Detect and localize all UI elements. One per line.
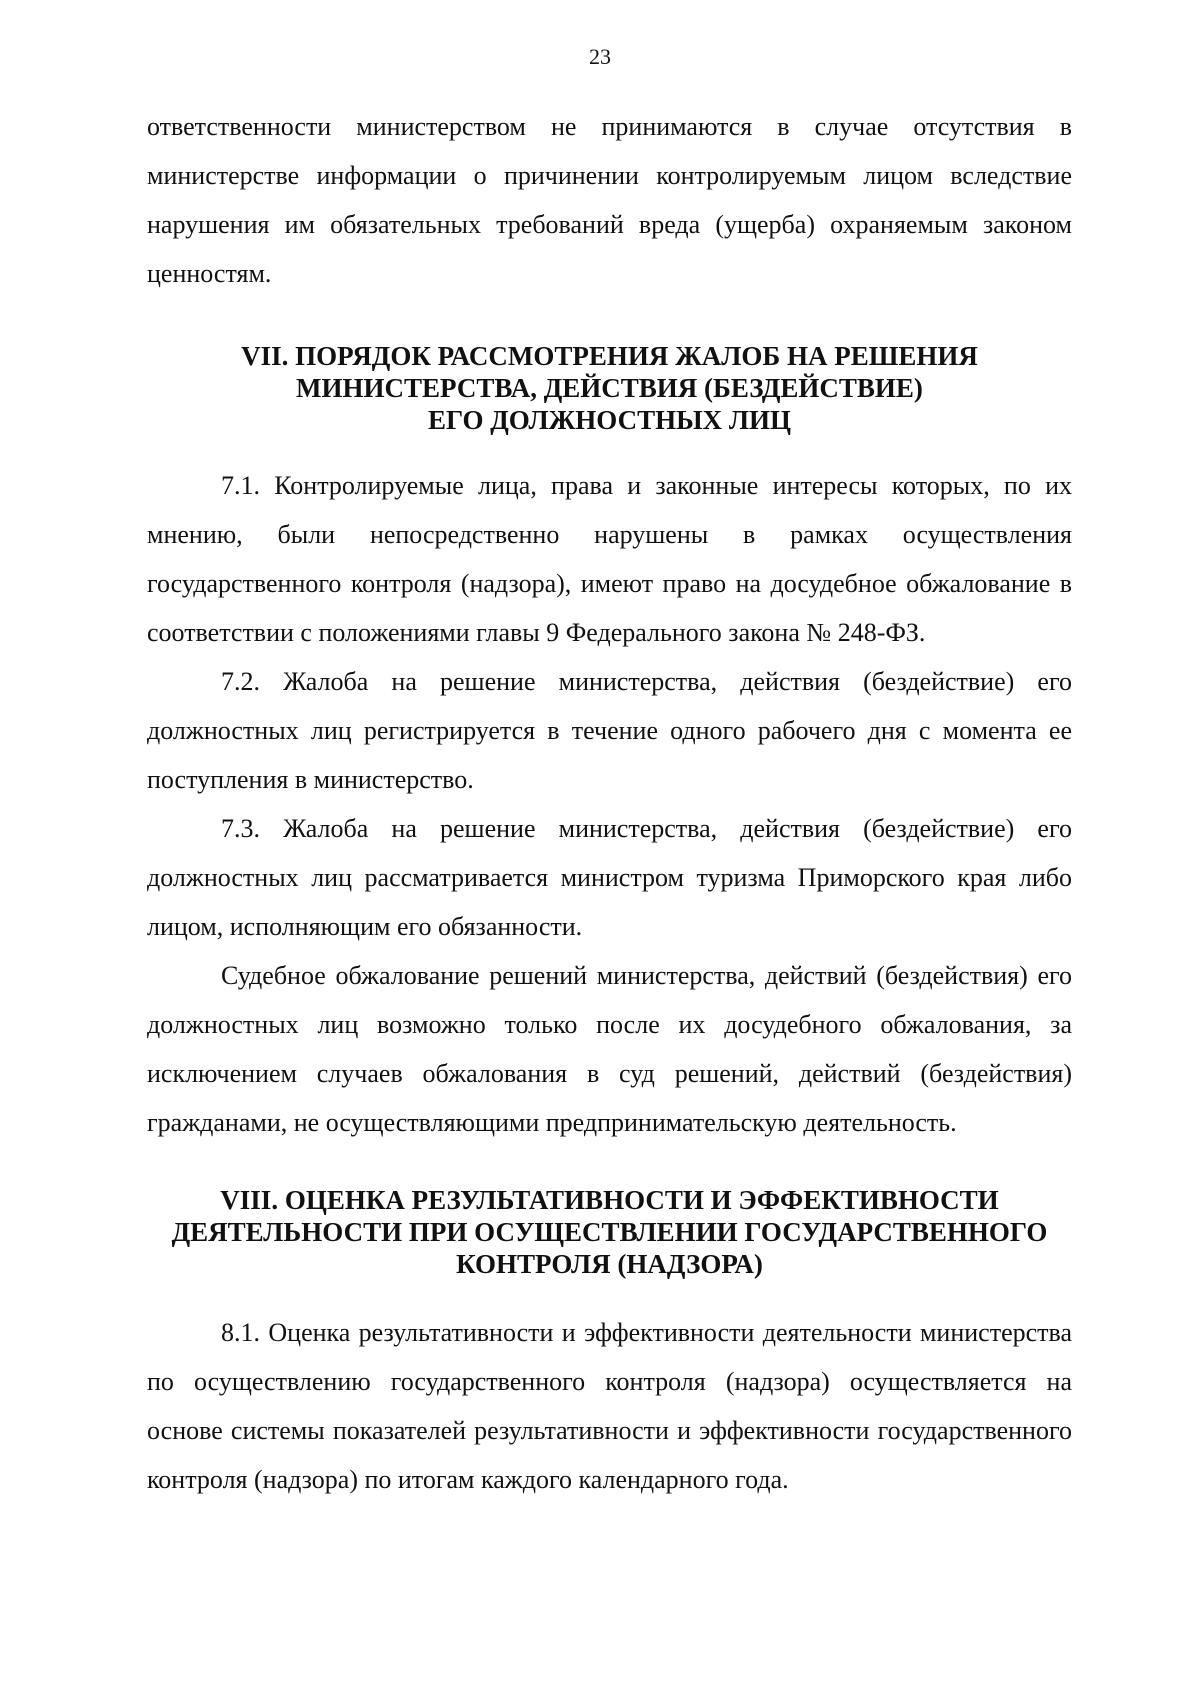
paragraph-8-1: 8.1. Оценка результативности и эффективности деятельности министерства по осуществлению государственного контроля (надзора) осуществляется на основе системы показателей результативности и эффективности государственного контроля (надзора) по итогам каждого календарного года. — [147, 1318, 1072, 1494]
section-viii-heading — [147, 1184, 1072, 1280]
intro-paragraph: ответственности министерством не принимаются в случае отсутствия в министерстве информации о причинении контролируемым лицом вследствие нарушения им обязательных требований вреда (ущерба) охраняемым законом ценностям. — [147, 112, 1072, 288]
paragraph-7-3: 7.3. Жалоба на решение министерства, действия (бездействие) его должностных лиц рассматривается министром туризма Приморского края либо лицом, исполняющим его обязанности. — [147, 814, 1072, 941]
heading-line: КОНТРОЛЯ (НАДЗОРА) — [456, 1249, 763, 1279]
heading-line: ЕГО ДОЛЖНОСТНЫХ ЛИЦ — [427, 405, 792, 435]
section-vii-heading — [147, 340, 1072, 436]
heading-line: VII. ПОРЯДОК РАССМОТРЕНИЯ ЖАЛОБ НА РЕШЕНИЯ — [241, 341, 978, 371]
heading-line: ДЕЯТЕЛЬНОСТИ ПРИ ОСУЩЕСТВЛЕНИИ ГОСУДАРСТВЕННОГО — [171, 1217, 1048, 1247]
paragraph-7-1: 7.1. Контролируемые лица, права и законные интересы которых, по их мнению, были непосредственно нарушены в рамках осуществления государственного контроля (надзора), имеют право на досудебное обжалование в соответствии с положениями главы 9 Федерального закона № 248-ФЗ. — [147, 471, 1072, 647]
heading-line: VIII. ОЦЕНКА РЕЗУЛЬТАТИВНОСТИ И ЭФФЕКТИВНОСТИ — [220, 1185, 999, 1215]
paragraph-7-2: 7.2. Жалоба на решение министерства, действия (бездействие) его должностных лиц регистрируется в течение одного рабочего дня с момента ее поступления в министерство. — [147, 667, 1072, 794]
paragraph-judicial-appeal: Судебное обжалование решений министерства, действий (бездействия) его должностных лиц возможно только после их досудебного обжалования, за исключением случаев обжалования в суд решений, действий (бездействия) гражданами, не осуществляющими предпринимательскую деятельность. — [147, 961, 1072, 1137]
heading-line: МИНИСТЕРСТВА, ДЕЙСТВИЯ (БЕЗДЕЙСТВИЕ) — [296, 373, 923, 403]
page-number: 23 — [589, 44, 611, 69]
document-body — [147, 102, 1072, 1504]
